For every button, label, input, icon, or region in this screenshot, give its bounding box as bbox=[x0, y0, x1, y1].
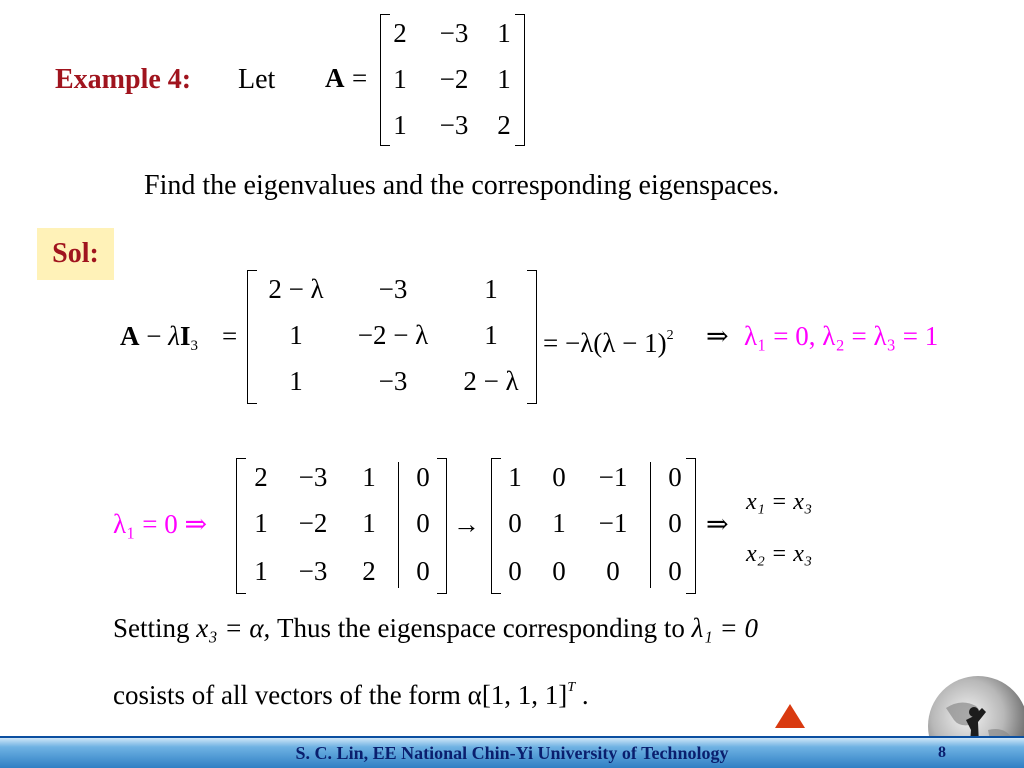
matrix-cell: 2 bbox=[362, 556, 376, 586]
eigenvalues-result: λ₁ = 0, λ₂ = λ₃ = 1 bbox=[744, 321, 939, 351]
matrix-cell: −2 bbox=[439, 64, 469, 94]
matrix-cell: −3 bbox=[439, 18, 469, 48]
matrix-cell: 1 bbox=[393, 64, 407, 94]
sol-label: Sol: bbox=[37, 228, 114, 280]
matrix-cell: 1 bbox=[393, 110, 407, 140]
lambda1-condition: λ₁ = 0 ⇒ bbox=[113, 509, 208, 539]
matrix-cell: −3 bbox=[298, 462, 328, 492]
matrix-cell: 2 bbox=[254, 462, 268, 492]
example-label: Example 4: bbox=[55, 64, 192, 95]
matrix-cell: 2 bbox=[497, 110, 511, 140]
task-text: Find the eigenvalues and the corresponding eigenspaces. bbox=[144, 170, 780, 201]
setting-line-2: cosists of all vectors of the form α[1, 1, 1]$^T$ . bbox=[113, 680, 589, 710]
matrix-cell: 1 bbox=[508, 462, 522, 492]
matrix-cell: 2 − λ bbox=[268, 274, 324, 304]
char-eq: = bbox=[222, 321, 238, 351]
matrix-cell: −3 bbox=[298, 556, 328, 586]
matrix-cell: 0 bbox=[606, 556, 620, 586]
matrix-cell: 0 bbox=[552, 462, 566, 492]
matrix-cell: 0 bbox=[416, 462, 430, 492]
arrow-symbol: → bbox=[453, 509, 480, 539]
matrix-cell: −1 bbox=[598, 508, 628, 538]
matrix-cell: 0 bbox=[416, 508, 430, 538]
matrix-cell: 1 bbox=[362, 508, 376, 538]
char-result: = $-\lambda(\lambda - 1)^2$ bbox=[543, 328, 674, 358]
matrix-cell: 1 bbox=[254, 508, 268, 538]
nav-up-triangle-icon[interactable] bbox=[774, 703, 806, 729]
implies-symbol-2: ⇒ bbox=[706, 509, 729, 539]
matrix-cell: 0 bbox=[668, 556, 682, 586]
matrix-cell: 0 bbox=[668, 508, 682, 538]
matrix-cell: 2 − λ bbox=[463, 366, 519, 396]
char-lhs: $A - \lambda I_3$ bbox=[120, 321, 198, 354]
matrix-cell: 2 bbox=[393, 18, 407, 48]
matrix-cell: 0 bbox=[668, 462, 682, 492]
matrix-cell: 1 bbox=[289, 320, 303, 350]
footer-text: S. C. Lin, EE National Chin-Yi University of Technology bbox=[295, 743, 729, 763]
matrix-cell: −3 bbox=[378, 274, 408, 304]
matrix-cell: −1 bbox=[598, 462, 628, 492]
matrix-cell: −3 bbox=[378, 366, 408, 396]
setting-line-1: Setting x₃ = α, Thus the eigenspace corresponding to λ₁ = 0 bbox=[113, 613, 758, 643]
solution-eq-2: x₂ = x₃ bbox=[746, 541, 813, 567]
equals-sign: = bbox=[352, 63, 368, 93]
matrix-cell: −2 − λ bbox=[357, 320, 429, 350]
solution-eq-1: x₁ = x₃ bbox=[746, 489, 813, 515]
matrix-cell: 1 bbox=[497, 18, 511, 48]
matrix-cell: 0 bbox=[508, 508, 522, 538]
matrix-cell: 0 bbox=[416, 556, 430, 586]
matrix-cell: 0 bbox=[508, 556, 522, 586]
matrix-cell: 1 bbox=[362, 462, 376, 492]
matrix-cell: 0 bbox=[552, 556, 566, 586]
page-number: 8 bbox=[938, 744, 946, 761]
matrix-cell: 1 bbox=[484, 274, 498, 304]
matrix-cell: −3 bbox=[439, 110, 469, 140]
implies-symbol: ⇒ bbox=[706, 321, 729, 351]
matrix-cell: −2 bbox=[298, 508, 328, 538]
matrix-cell: 1 bbox=[289, 366, 303, 396]
matrix-cell: 1 bbox=[552, 508, 566, 538]
let-text: Let bbox=[238, 64, 276, 95]
matrix-a-name: A bbox=[325, 63, 345, 93]
matrix-cell: 1 bbox=[254, 556, 268, 586]
matrix-cell: 1 bbox=[484, 320, 498, 350]
matrix-cell: 1 bbox=[497, 64, 511, 94]
